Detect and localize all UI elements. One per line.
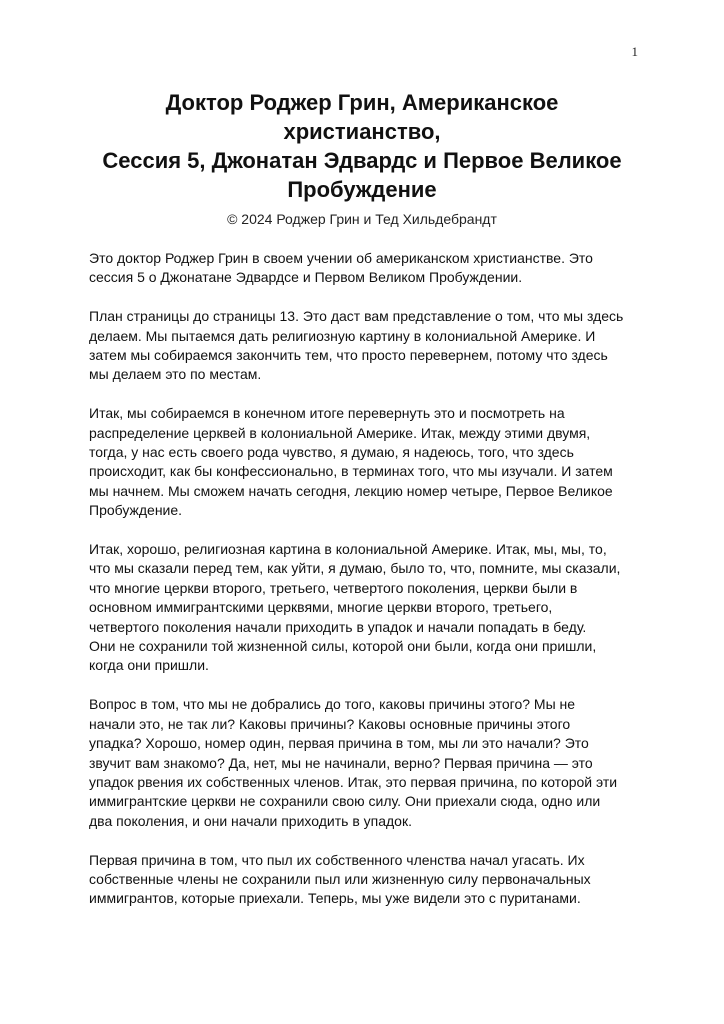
text-line: Это доктор Роджер Грин в своем учении об американском христианстве. Это	[89, 250, 593, 266]
text-line: Итак, хорошо, религиозная картина в колониальной Америке. Итак, мы, мы, то,	[89, 541, 607, 558]
copyright-notice: © 2024 Роджер Грин и Тед Хильдебрандт	[227, 211, 497, 227]
text-line: начали это, не так ли? Каковы причины? Каковы основные причины этого	[89, 715, 571, 732]
title-line: Пробуждение	[287, 177, 437, 202]
text-line: что многие церкви второго, третьего, четвертого поколения, церкви были в	[89, 579, 578, 596]
text-line: Итак, мы собираемся в конечном итоге перевернуть это и посмотреть на	[89, 405, 565, 422]
text-line: звучит вам знакомо? Да, нет, мы не начинали, верно? Первая причина — это	[89, 754, 593, 771]
text-line: Они не сохранили той жизненной силы, которой они были, когда они пришли,	[89, 638, 597, 655]
text-line: иммигрантские церкви не сохранили свою силу. Они приехали сюда, одно или	[89, 793, 601, 810]
text-line: два поколения, и они начали приходить в упадок.	[89, 812, 412, 829]
text-line: тогда, у нас есть своего рода чувство, я думаю, я надеюсь, того, что здесь	[89, 444, 574, 461]
text-line: когда они пришли.	[89, 657, 209, 674]
text-line: происходит, как бы конфессионально, в терминах того, что мы изучали. И затем	[89, 463, 613, 480]
text-line: упадка? Хорошо, номер один, первая причина в том, мы ли это начали? Это	[89, 735, 589, 752]
text-line: Пробуждение.	[89, 502, 183, 519]
text-line: Первая причина в том, что пыл их собственного членства начал угасать. Их	[89, 851, 585, 868]
paragraph	[89, 249, 649, 288]
text-line: упадок рвения их собственных членов. Итак, это первая причина, по которой эти	[89, 773, 618, 790]
paragraph	[89, 307, 649, 385]
text-line: мы начнем. Мы сможем начать сегодня, лекцию номер четыре, Первое Великое	[89, 482, 613, 499]
text-line: План страницы до страницы 13. Это даст вам представление о том, что мы здесь	[89, 308, 624, 325]
text-line: собственные члены не сохранили пыл или жизненную силу первоначальных	[89, 870, 591, 887]
paragraph	[89, 695, 649, 831]
text-line: основном иммигрантскими церквями, многие церкви второго, третьего,	[89, 599, 553, 616]
text-line: делаем. Мы пытаемся дать религиозную картину в колониальной Америке. И	[89, 327, 596, 344]
text-line: что мы сказали перед тем, как уйти, я думаю, было то, что, помните, мы сказали,	[89, 560, 621, 577]
paragraph	[89, 851, 649, 909]
text-line: четвертого поколения начали приходить в упадок и начали попадать в беду.	[89, 618, 587, 635]
title-line: Доктор Роджер Грин, Американское	[165, 90, 559, 115]
text-line: Вопрос в том, что мы не добрались до того, каковы причины этого? Мы не	[89, 696, 576, 713]
text-line: сессия 5 о Джонатане Эдвардсе и Первом Великом Пробуждении.	[89, 269, 523, 286]
title-line: Сессия 5, Джонатан Эдвардс и Первое Великое	[102, 148, 622, 173]
text-line: распределение церквей в колониальной Америке. Итак, между этими двумя,	[89, 424, 591, 441]
paragraph	[89, 540, 649, 676]
text-line: затем мы собираемся закончить тем, что просто перевернем, потому что здесь	[89, 347, 608, 364]
text-line: иммигрантов, которые приехали. Теперь, мы уже видели это с пуританами.	[89, 890, 581, 907]
paragraph	[89, 404, 649, 520]
document-title	[70, 88, 654, 204]
document-body	[89, 249, 649, 928]
text-line: мы делаем это по местам.	[89, 366, 262, 383]
title-line: христианство,	[283, 119, 441, 144]
page-number: 1	[631, 44, 638, 59]
